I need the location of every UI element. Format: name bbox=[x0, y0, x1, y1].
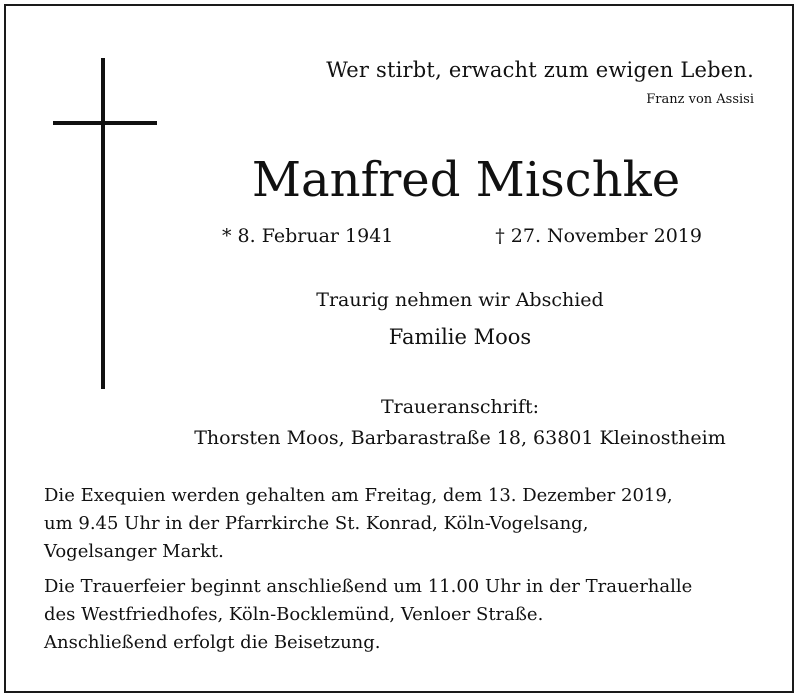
ceremony-paragraph bbox=[44, 573, 784, 657]
deceased-name: Manfred Mischke bbox=[251, 152, 681, 208]
address-label: Traueranschrift: bbox=[380, 396, 540, 418]
service-line: Vogelsanger Markt. bbox=[44, 541, 224, 562]
service-paragraph bbox=[44, 482, 784, 566]
ceremony-line: Die Trauerfeier beginnt anschließend um 11.00 Uhr in der Trauerhalle bbox=[44, 576, 693, 597]
service-line: um 9.45 Uhr in der Pfarrkirche St. Konrad, Köln-Vogelsang, bbox=[44, 513, 589, 534]
birth-date: * 8. Februar 1941 bbox=[222, 225, 394, 247]
address-line: Thorsten Moos, Barbarastraße 18, 63801 Kleinostheim bbox=[194, 427, 726, 449]
service-line: Die Exequien werden gehalten am Freitag, dem 13. Dezember 2019, bbox=[44, 485, 673, 506]
life-dates bbox=[222, 225, 702, 247]
ceremony-line: des Westfriedhofes, Köln-Bocklemünd, Venloer Straße. bbox=[44, 604, 544, 625]
ceremony-line: Anschließend erfolgt die Beisetzung. bbox=[44, 632, 381, 653]
cross-vertical-bar bbox=[101, 58, 105, 389]
quote-author: Franz von Assisi bbox=[646, 92, 754, 107]
farewell-text: Traurig nehmen wir Abschied bbox=[316, 289, 604, 311]
quote-text: Wer stirbt, erwacht zum ewigen Leben. bbox=[326, 58, 754, 82]
family-name: Familie Moos bbox=[388, 325, 532, 349]
death-date: † 27. November 2019 bbox=[495, 225, 702, 247]
cross-horizontal-bar bbox=[53, 121, 157, 125]
